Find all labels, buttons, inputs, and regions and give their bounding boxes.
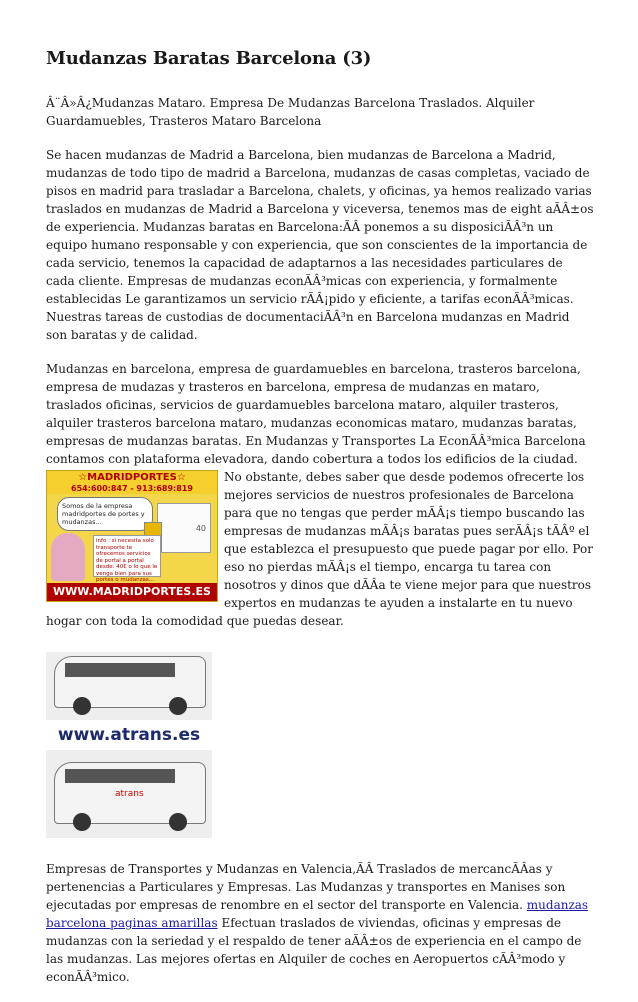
paragraph-valencia-end: Efectuan traslados de viviendas, oficinas y empresas de mudanzas con la seriedad y el respaldo de tener aÃÂ±os de experiencia en el campo de las mudanzas. Las mejores ofertas en Alquiler de coches en Aeropuertos cÃÂ³modo y econÃÂ³mico. [46,916,582,984]
madridportes-brand: ☆MADRIDPORTES☆ [78,472,186,483]
madridportes-phones: 654:600:847 - 913:689:819 [71,484,193,493]
document-page [46,48,594,1002]
van-top-icon [54,656,206,708]
truck-number: 40 [195,524,206,533]
paragraph-guardamuebles-text: Mudanzas en barcelona, empresa de guardamuebles en barcelona, trasteros barcelona, empresa de mudazas y trasteros en barcelona, empresa de mudanzas en mataro, traslados oficinas, servicios de guardamuebles barcelona mataro, alquiler trasteros, alquiler trasteros barcelona mataro, mudanzas economicas mataro, mudanzas baratas, empresas de mudanzas baratas. En Mudanzas y Transportes La EconÃÂ³mica Barcelona contamos con plataforma elevadora, dando cobertura a todos los edificios de la ciudad. [46,362,586,466]
madridportes-ad-image [46,470,218,602]
madridportes-url: WWW.MADRIDPORTES.ES [47,583,217,601]
page-title: Mudanzas Baratas Barcelona (3) [46,48,372,69]
atrans-url: www.atrans.es [46,720,212,750]
paragraph-valencia-start: Empresas de Transportes y Mudanzas en Valencia,ÃÂ Traslados de mercancÃÂas y pertenencias a Particulares y Empresas. Las Mudanzas y transportes en Manises son ejecutadas por empresas de renombre en el sector del transporte en Valencia. [46,862,566,912]
paragraph-guardamuebles [46,360,594,468]
paragraph-no-obstante: No obstante, debes saber que desde podemos ofrecerte los mejores servicios de nuestros profesionales de Barcelona para que no tengas que perder mÃÂ¡s tiempo buscando las empresas de mudanzas mÃÂ¡s baratas pues serÃÂ¡s tÃÂº el que establezca el presupuesto que puede pagar por ello. Por eso no pierdas mÃÂ¡s el tiempo, encarga tu tarea con nosotros y dinos que dÃÂa te viene mejor para que nuestros expertos en mudanzas te ayuden a instalarte en tu nuevo hogar con toda la comodidad que puedas desear. [46,470,593,628]
paragraph-intro: Â¨Â»Â¿Mudanzas Mataro. Empresa De Mudanzas Barcelona Traslados. Alquiler Guardamuebles, Trasteros Mataro Barcelona [46,96,535,128]
person-illustration [51,533,85,581]
madridportes-ad-header [47,471,217,494]
van-brand-label: atrans [115,789,144,799]
truck-icon [157,503,211,553]
speech-bubble: Somos de la empresa madridportes de portes y mudanzas... [57,497,153,531]
mudanzas-paginas-amarillas-link[interactable]: mudanzas barcelona paginas amarillas [46,898,589,930]
madridportes-info: info : si necesita solo transporte te ofrecemos servicios de portal a portal desde: 40€ o lo que le venga bien para sus portes o mudanzas... [93,535,161,577]
atrans-vans-image [46,652,212,838]
van-bottom-icon [54,762,206,824]
paragraph-madrid-barcelona: Se hacen mudanzas de Madrid a Barcelona, bien mudanzas de Barcelona a Madrid, mudanzas de todo tipo de madrid a Barcelona, mudanzas de casas completas, vaciado de pisos en madrid para trasladar a Barcelona, chalets, y oficinas, ya hemos realizado varias traslados en mudanzas de Madrid a Barcelona y viceversa, tenemos mas de eight aÃÂ±os de experiencia. Mudanzas baratas en Barcelona:ÃÂ ponemos a su disposiciÃÂ³n un equipo humano responsable y con experiencia, que son conscientes de la importancia de cada servicio, tenemos la capacidad de adaptarnos a las necesidades particulares de cada cliente. Empresas de mudanzas econÃÂ³micas con experiencia, y formalmente establecidas Le garantizamos un servicio rÃÂ¡pido y eficiente, a tarifas econÃÂ³micas. Nuestras tareas de custodias de documentaciÃÂ³n en Barcelona mudanzas en Madrid son baratas y de calidad. [46,148,594,342]
paragraph-valencia [46,860,594,986]
